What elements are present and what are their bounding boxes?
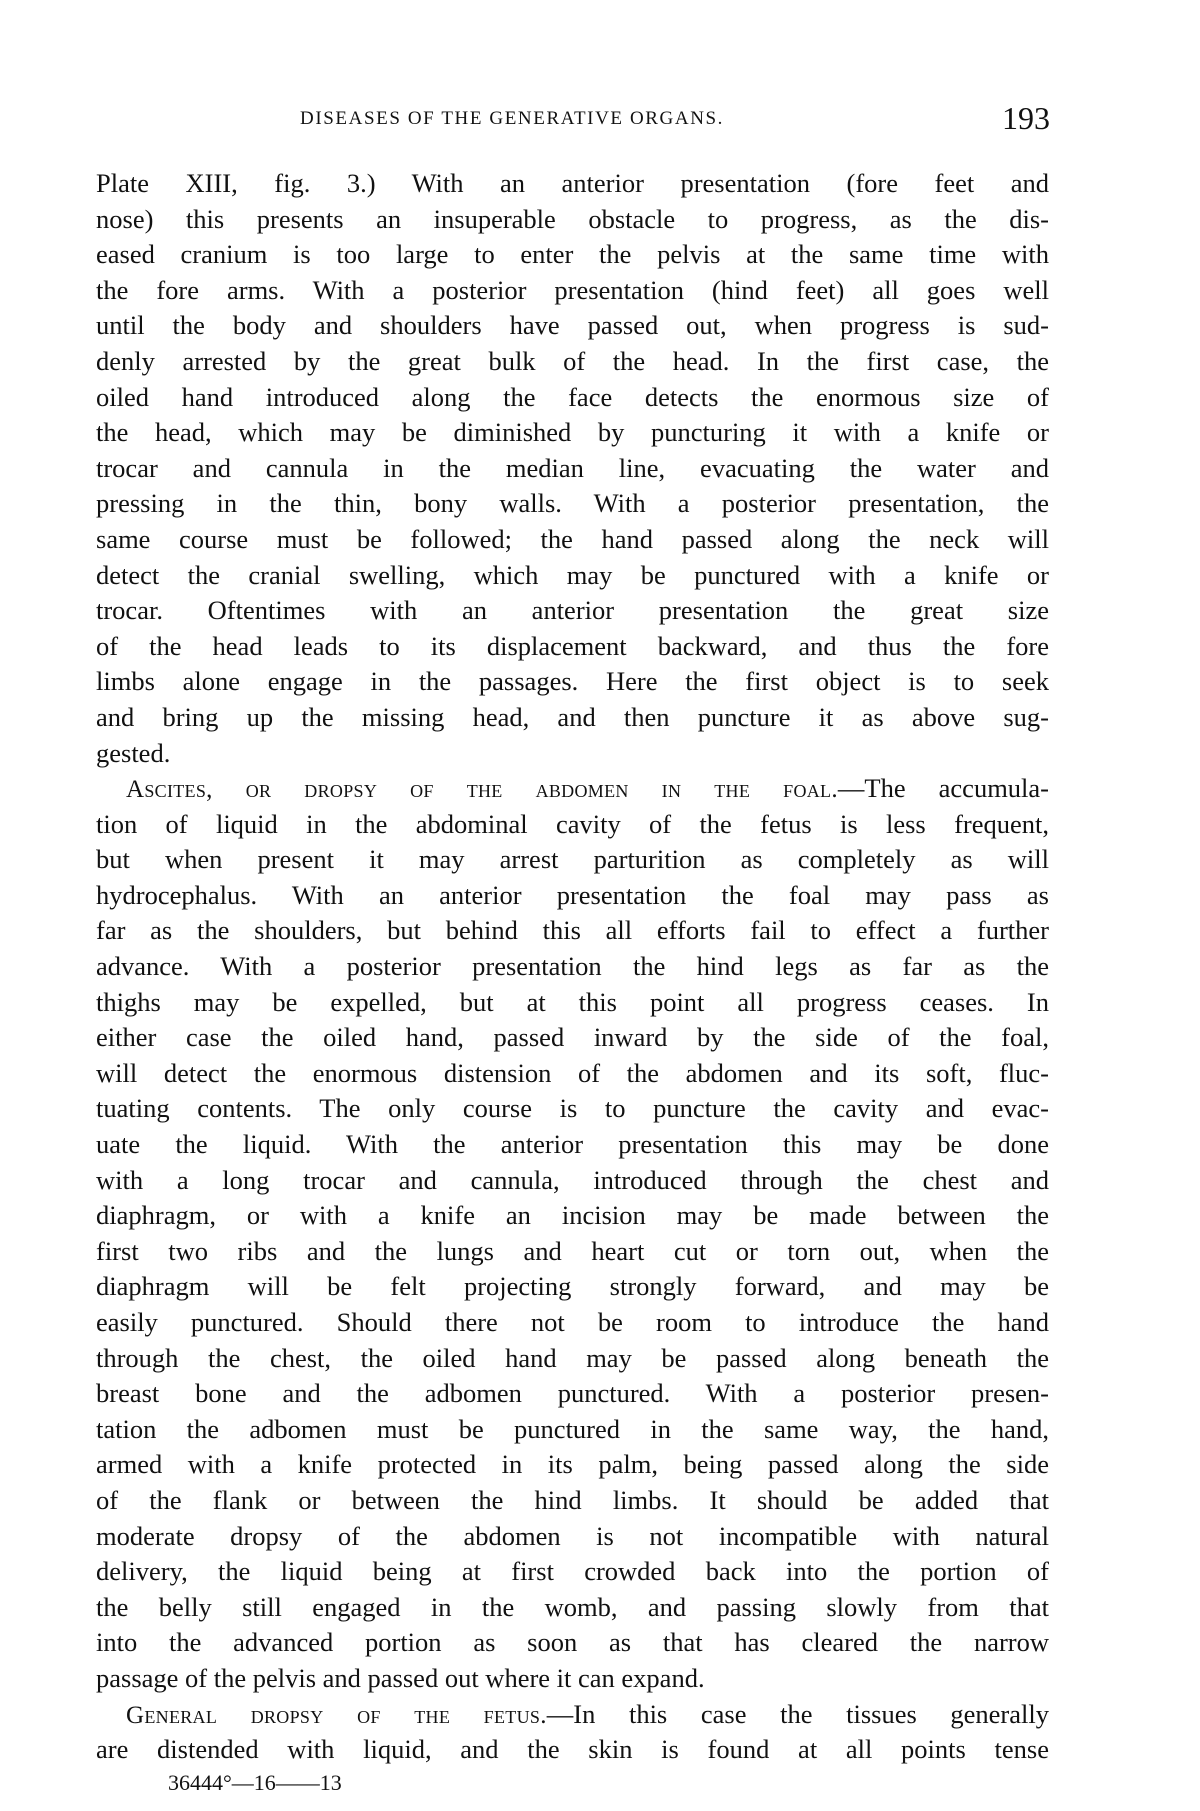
text-line: hydrocephalus. With an anterior presentation the foal may pass as xyxy=(96,879,1049,910)
text-line: with a long trocar and cannula, introduced through the chest and xyxy=(96,1164,1049,1195)
section-first-line xyxy=(96,1697,1049,1733)
text-line: first two ribs and the lungs and heart cut or torn out, when the xyxy=(96,1235,1049,1266)
text-line: thighs may be expelled, but at this point all progress ceases. In xyxy=(96,986,1049,1017)
text-line: tation the adbomen must be punctured in the same way, the hand, xyxy=(96,1413,1049,1444)
text-line: advance. With a posterior presentation the hind legs as far as the xyxy=(96,951,1049,982)
text-line: trocar. Oftentimes with an anterior presentation the great size xyxy=(96,595,1049,626)
text-run: —The accumula- xyxy=(837,773,1049,804)
text-line: gested. xyxy=(96,737,171,768)
text-line: of the flank or between the hind limbs. It should be added that xyxy=(96,1484,1049,1515)
text-line: into the advanced portion as soon as that has cleared the narrow xyxy=(96,1627,1049,1658)
text-line: until the body and shoulders have passed out, when progress is sud- xyxy=(96,310,1049,341)
section-heading-ascites: Ascites, or dropsy of the abdomen in the foal. xyxy=(126,776,838,804)
text-line: tion of liquid in the abdominal cavity of the fetus is less frequent, xyxy=(96,808,1049,839)
text-line: the head, which may be diminished by puncturing it with a knife or xyxy=(96,417,1049,448)
text-line: easily punctured. Should there not be room to introduce the hand xyxy=(96,1307,1049,1337)
text-line: diaphragm will be felt projecting strongly forward, and may be xyxy=(96,1271,1049,1302)
paragraph-hydrocephalus-continued xyxy=(96,166,1049,771)
text-line: armed with a knife protected in its palm, being passed along the side xyxy=(96,1449,1049,1480)
text-line: Plate XIII, fig. 3.) With an anterior presentation (fore feet and xyxy=(96,168,1049,198)
text-line: detect the cranial swelling, which may be punctured with a knife or xyxy=(96,559,1049,590)
text-line: eased cranium is too large to enter the pelvis at the same time with xyxy=(96,239,1049,270)
text-line: trocar and cannula in the median line, evacuating the water and xyxy=(96,452,1049,483)
text-line: denly arrested by the great bulk of the head. In the first case, the xyxy=(96,345,1049,376)
running-head xyxy=(300,100,1050,136)
page-number: 193 xyxy=(1002,100,1050,136)
text-line: diaphragm, or with a knife an incision may be made between the xyxy=(96,1200,1049,1231)
text-line: the fore arms. With a posterior presentation (hind feet) all goes well xyxy=(96,274,1049,305)
text-line: oiled hand introduced along the face detects the enormous size of xyxy=(96,381,1049,412)
text-line: uate the liquid. With the anterior presentation this may be done xyxy=(96,1129,1049,1160)
text-line: and bring up the missing head, and then puncture it as above sug- xyxy=(96,701,1049,732)
paragraph-ascites xyxy=(96,771,1049,1696)
text-line: passage of the pelvis and passed out where it can expand. xyxy=(96,1662,705,1693)
text-line: either case the oiled hand, passed inward by the side of the foal, xyxy=(96,1022,1049,1053)
text-line: but when present it may arrest parturition as completely as will xyxy=(96,844,1049,875)
text-line: the belly still engaged in the womb, and passing slowly from that xyxy=(96,1591,1049,1622)
text-line: are distended with liquid, and the skin is found at all points tense xyxy=(96,1734,1049,1765)
text-line: same course must be followed; the hand passed along the neck will xyxy=(96,523,1049,554)
text-line: through the chest, the oiled hand may be passed along beneath the xyxy=(96,1342,1049,1373)
text-line: delivery, the liquid being at first crowded back into the portion of xyxy=(96,1556,1049,1587)
running-title: DISEASES OF THE GENERATIVE ORGANS. xyxy=(300,108,725,129)
text-line: breast bone and the adbomen punctured. With a posterior presen- xyxy=(96,1378,1049,1409)
text-line: far as the shoulders, but behind this all efforts fail to effect a further xyxy=(96,915,1049,946)
text-run: —In this case the tissues generally xyxy=(546,1698,1049,1729)
section-heading-general-dropsy: General dropsy of the fetus. xyxy=(126,1701,547,1729)
text-line: will detect the enormous distension of the abdomen and its soft, fluc- xyxy=(96,1057,1049,1088)
text-line: of the head leads to its displacement backward, and thus the fore xyxy=(96,630,1049,661)
text-line: pressing in the thin, bony walls. With a posterior presentation, the xyxy=(96,488,1049,519)
paragraph-general-dropsy xyxy=(96,1697,1049,1768)
section-first-line xyxy=(96,771,1049,807)
text-line: tuating contents. The only course is to puncture the cavity and evac- xyxy=(96,1093,1049,1124)
text-line: limbs alone engage in the passages. Here the first object is to seek xyxy=(96,666,1049,697)
text-line: nose) this presents an insuperable obstacle to progress, as the dis- xyxy=(96,203,1049,234)
body-text xyxy=(96,166,1049,1768)
printer-signature: 36444°—16——13 xyxy=(168,1770,342,1795)
text-line: moderate dropsy of the abdomen is not incompatible with natural xyxy=(96,1520,1049,1551)
